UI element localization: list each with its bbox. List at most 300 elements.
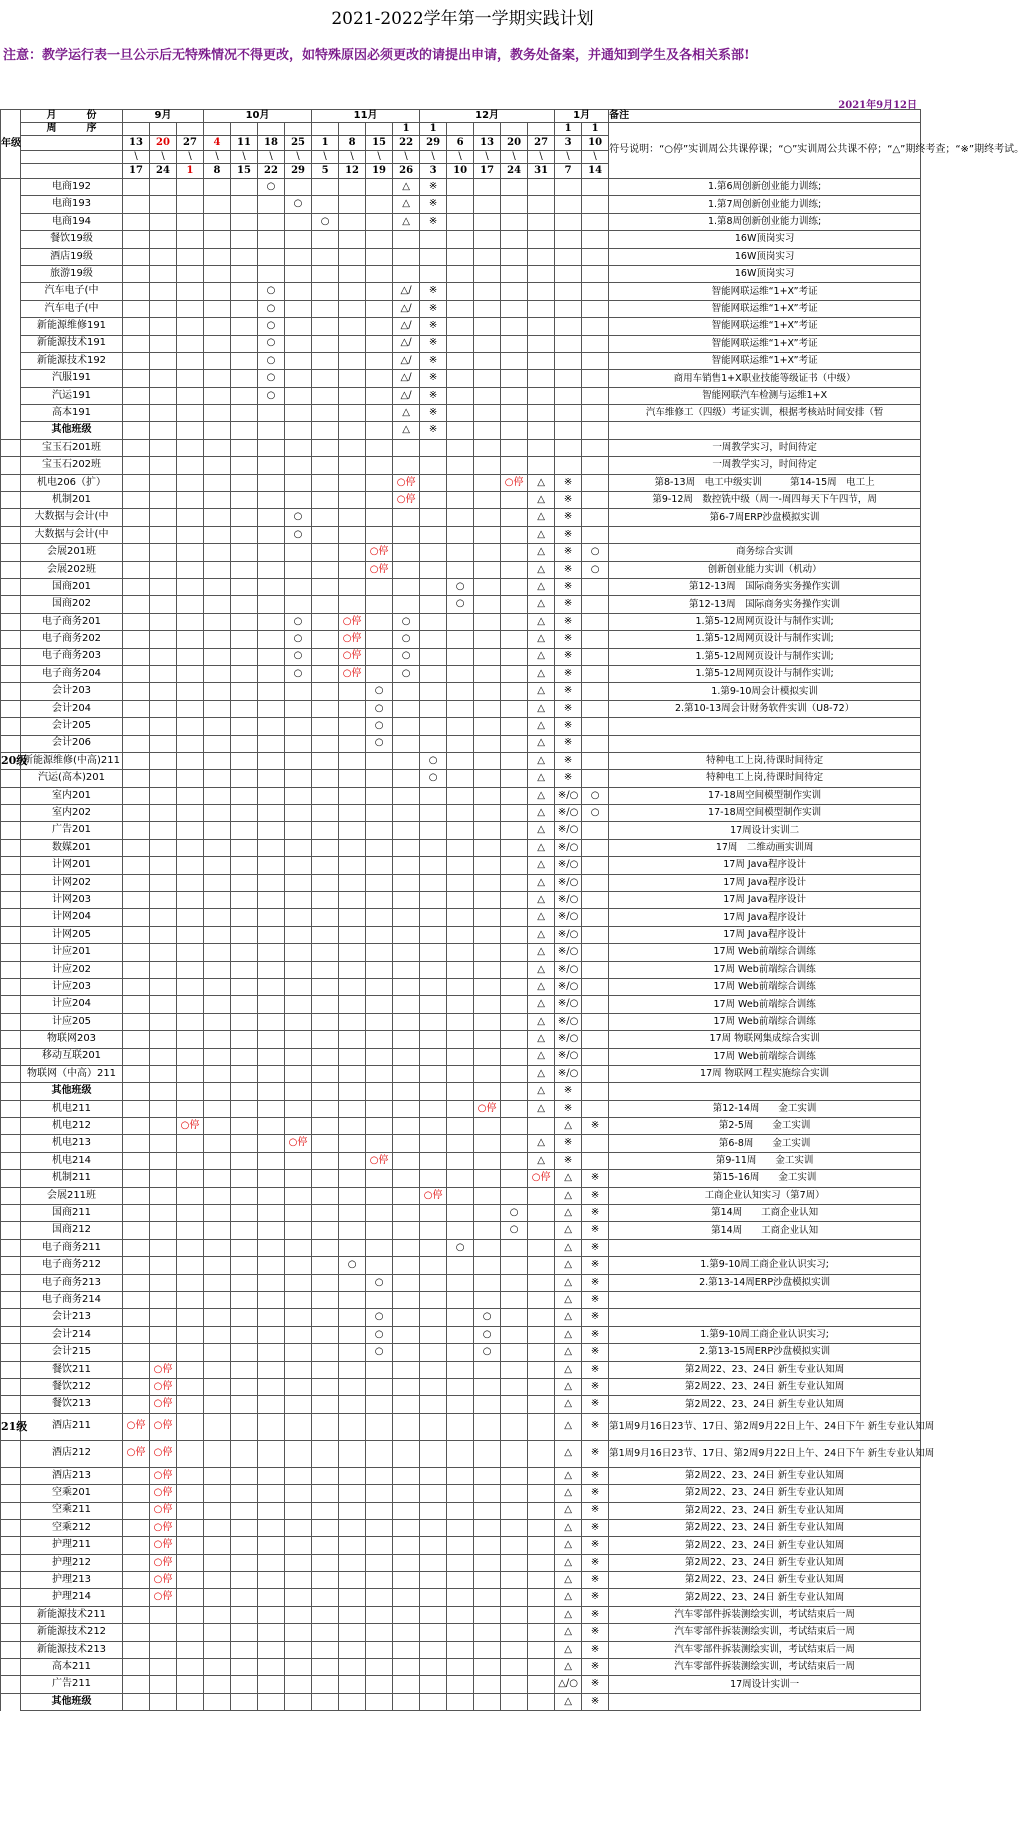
week-mark-cell <box>258 1013 285 1030</box>
week-mark-cell <box>528 1222 555 1239</box>
week-mark-cell <box>447 1554 474 1571</box>
week-mark-cell <box>258 926 285 943</box>
week-mark-cell <box>501 335 528 352</box>
week-mark-cell <box>447 544 474 561</box>
week-mark-cell <box>258 961 285 978</box>
week-mark-cell <box>501 978 528 995</box>
week-mark-cell <box>312 1676 339 1693</box>
week-mark-cell: ※ <box>582 1485 609 1502</box>
grade-cell <box>1 318 21 335</box>
week-mark-cell: ○停 <box>150 1502 177 1519</box>
week-mark-cell: ○ <box>393 613 420 630</box>
class-name-cell: 新能源技术191 <box>21 335 123 352</box>
class-name-cell: 餐饮213 <box>21 1396 123 1413</box>
week-mark-cell <box>231 1572 258 1589</box>
class-name-cell: 室内201 <box>21 787 123 804</box>
week-mark-cell <box>366 1440 393 1467</box>
week-mark-cell <box>177 1239 204 1256</box>
week-mark-cell <box>204 196 231 213</box>
week-mark-cell <box>420 839 447 856</box>
slash-cell: \ <box>366 151 393 164</box>
week-mark-cell <box>339 457 366 474</box>
week-mark-cell <box>177 300 204 317</box>
week-mark-cell <box>393 961 420 978</box>
week-mark-cell <box>393 1572 420 1589</box>
week-mark-cell <box>231 248 258 265</box>
week-mark-cell <box>528 1274 555 1291</box>
week-mark-cell <box>366 752 393 769</box>
week-mark-cell <box>528 405 555 422</box>
week-mark-cell <box>582 665 609 682</box>
week-mark-cell <box>339 1606 366 1623</box>
week-mark-cell <box>177 1048 204 1065</box>
table-row <box>1 892 921 909</box>
week-mark-cell <box>366 1606 393 1623</box>
week-mark-cell <box>177 1396 204 1413</box>
week-num-cell <box>447 123 474 136</box>
week-mark-cell <box>339 213 366 230</box>
week-mark-cell <box>420 1135 447 1152</box>
week-mark-cell <box>177 578 204 595</box>
week-mark-cell <box>501 405 528 422</box>
week-mark-cell <box>501 874 528 891</box>
week-mark-cell <box>150 1693 177 1710</box>
week-mark-cell <box>339 1413 366 1440</box>
week-mark-cell <box>474 1031 501 1048</box>
week-mark-cell <box>177 352 204 369</box>
remark-cell: 第2周22、23、24日 新生专业认知周 <box>609 1361 921 1378</box>
week-mark-cell <box>231 1205 258 1222</box>
table-row <box>1 1589 921 1606</box>
week-mark-cell: ○ <box>285 648 312 665</box>
week-mark-cell <box>123 961 150 978</box>
week-num-cell <box>204 123 231 136</box>
week-mark-cell <box>150 909 177 926</box>
table-row <box>1 596 921 613</box>
week-mark-cell <box>177 1440 204 1467</box>
week-mark-cell <box>285 961 312 978</box>
week-mark-cell <box>123 561 150 578</box>
remark-cell: 第2周22、23、24日 新生专业认知周 <box>609 1537 921 1554</box>
class-name-cell: 广告201 <box>21 822 123 839</box>
week-mark-cell: △ <box>555 1170 582 1187</box>
week-mark-cell <box>204 318 231 335</box>
class-name-cell: 会计215 <box>21 1344 123 1361</box>
grade-cell <box>1 561 21 578</box>
class-name-cell: 新能源技术213 <box>21 1641 123 1658</box>
week-mark-cell <box>177 926 204 943</box>
week-mark-cell <box>474 1641 501 1658</box>
week-mark-cell <box>555 370 582 387</box>
week-mark-cell <box>258 1239 285 1256</box>
week-mark-cell <box>258 996 285 1013</box>
remark-cell: 17周 Java程序设计 <box>609 892 921 909</box>
end-day-cell: 5 <box>312 164 339 179</box>
table-row <box>1 996 921 1013</box>
table-row <box>1 1239 921 1256</box>
week-mark-cell <box>501 596 528 613</box>
week-mark-cell <box>474 892 501 909</box>
remark-cell: 智能网联运维“1+X”考证 <box>609 352 921 369</box>
week-mark-cell <box>258 1135 285 1152</box>
week-mark-cell: ※ <box>420 405 447 422</box>
week-mark-cell <box>420 735 447 752</box>
week-mark-cell: ※/○ <box>555 787 582 804</box>
blank-cell <box>21 136 123 151</box>
week-mark-cell <box>501 457 528 474</box>
week-mark-cell: ○ <box>447 596 474 613</box>
class-name-cell: 宝玉石202班 <box>21 457 123 474</box>
week-mark-cell <box>366 1222 393 1239</box>
start-day-cell: 15 <box>366 136 393 151</box>
week-mark-cell <box>366 944 393 961</box>
week-mark-cell <box>420 526 447 543</box>
week-mark-cell: ※ <box>420 422 447 439</box>
week-mark-cell <box>285 1065 312 1082</box>
grade-cell <box>1 1152 21 1169</box>
week-mark-cell <box>123 1065 150 1082</box>
week-mark-cell <box>123 492 150 509</box>
class-name-cell: 护理211 <box>21 1537 123 1554</box>
end-day-cell: 19 <box>366 164 393 179</box>
week-mark-cell <box>177 526 204 543</box>
week-mark-cell <box>123 578 150 595</box>
week-mark-cell <box>231 300 258 317</box>
week-mark-cell <box>150 231 177 248</box>
week-mark-cell <box>258 1641 285 1658</box>
week-mark-cell <box>204 1502 231 1519</box>
table-row <box>1 179 921 196</box>
week-num-cell <box>123 123 150 136</box>
week-mark-cell <box>393 1187 420 1204</box>
class-name-cell: 其他班级 <box>21 1693 123 1710</box>
grade-cell <box>1 1361 21 1378</box>
week-mark-cell <box>204 805 231 822</box>
week-mark-cell <box>420 909 447 926</box>
week-mark-cell <box>204 1641 231 1658</box>
week-mark-cell <box>177 1572 204 1589</box>
week-mark-cell <box>204 1676 231 1693</box>
week-mark-cell <box>231 770 258 787</box>
week-mark-cell: ○ <box>366 700 393 717</box>
week-mark-cell <box>393 1031 420 1048</box>
week-mark-cell <box>420 1537 447 1554</box>
week-mark-cell <box>501 1013 528 1030</box>
week-mark-cell <box>231 631 258 648</box>
week-mark-cell <box>474 300 501 317</box>
week-mark-cell <box>474 492 501 509</box>
remark-cell: 1.第5-12周网页设计与制作实训; <box>609 665 921 682</box>
week-mark-cell <box>420 613 447 630</box>
week-mark-cell <box>447 735 474 752</box>
week-mark-cell <box>204 683 231 700</box>
week-mark-cell: ○ <box>366 1309 393 1326</box>
week-mark-cell <box>474 1589 501 1606</box>
week-mark-cell <box>285 578 312 595</box>
week-mark-cell <box>447 944 474 961</box>
week-mark-cell: ※/○ <box>555 1013 582 1030</box>
week-mark-cell <box>312 1344 339 1361</box>
week-mark-cell <box>231 1013 258 1030</box>
week-mark-cell: ※ <box>555 544 582 561</box>
week-mark-cell <box>501 318 528 335</box>
week-mark-cell <box>123 213 150 230</box>
week-mark-cell <box>150 457 177 474</box>
week-mark-cell <box>177 596 204 613</box>
class-name-cell: 电子商务212 <box>21 1257 123 1274</box>
week-mark-cell: ○停 <box>339 648 366 665</box>
week-mark-cell <box>447 1413 474 1440</box>
week-mark-cell <box>339 1624 366 1641</box>
start-day-cell: 4 <box>204 136 231 151</box>
week-mark-cell <box>258 822 285 839</box>
week-mark-cell: ○ <box>474 1344 501 1361</box>
week-mark-cell <box>150 596 177 613</box>
week-mark-cell: ○停 <box>366 544 393 561</box>
week-mark-cell <box>501 1361 528 1378</box>
week-mark-cell <box>366 1292 393 1309</box>
week-mark-cell <box>420 474 447 491</box>
week-mark-cell: ※ <box>555 770 582 787</box>
table-row <box>1 300 921 317</box>
week-mark-cell <box>150 387 177 404</box>
week-mark-cell: ○ <box>258 318 285 335</box>
week-mark-cell <box>501 770 528 787</box>
week-mark-cell <box>204 978 231 995</box>
week-mark-cell <box>582 926 609 943</box>
week-mark-cell <box>312 1467 339 1484</box>
week-mark-cell <box>339 1031 366 1048</box>
week-mark-cell <box>231 1440 258 1467</box>
week-mark-cell <box>339 1659 366 1676</box>
week-mark-cell <box>420 1378 447 1395</box>
week-mark-cell <box>393 1170 420 1187</box>
class-name-cell: 计应203 <box>21 978 123 995</box>
week-mark-cell <box>285 283 312 300</box>
week-mark-cell <box>501 857 528 874</box>
week-mark-cell <box>204 1440 231 1467</box>
grade-cell <box>1 1659 21 1676</box>
week-mark-cell <box>474 1274 501 1291</box>
week-num-cell <box>231 123 258 136</box>
month-cell: 1月 <box>555 110 609 123</box>
grade-cell <box>1 1396 21 1413</box>
week-mark-cell <box>312 1554 339 1571</box>
week-mark-cell: ※/○ <box>555 822 582 839</box>
week-mark-cell <box>123 1676 150 1693</box>
week-mark-cell <box>366 1048 393 1065</box>
week-mark-cell: ※ <box>582 1641 609 1658</box>
week-mark-cell <box>312 1641 339 1658</box>
week-mark-cell <box>393 909 420 926</box>
week-mark-cell <box>258 439 285 456</box>
week-mark-cell <box>231 318 258 335</box>
week-mark-cell <box>312 509 339 526</box>
week-mark-cell <box>474 787 501 804</box>
week-mark-cell <box>555 318 582 335</box>
week-mark-cell: △ <box>555 1257 582 1274</box>
week-mark-cell <box>204 892 231 909</box>
grade-cell <box>1 1065 21 1082</box>
week-mark-cell <box>231 1170 258 1187</box>
week-mark-cell <box>285 1361 312 1378</box>
week-mark-cell: ※ <box>582 1257 609 1274</box>
remark-cell: 第2周22、23、24日 新生专业认知周 <box>609 1589 921 1606</box>
week-mark-cell <box>177 1413 204 1440</box>
week-mark-cell: △/ <box>393 300 420 317</box>
table-row <box>1 1440 921 1467</box>
remark-cell: 1.第5-12周网页设计与制作实训; <box>609 631 921 648</box>
grade-cell <box>1 1537 21 1554</box>
table-row <box>1 770 921 787</box>
week-mark-cell <box>393 700 420 717</box>
week-mark-cell <box>447 422 474 439</box>
class-name-cell: 物联网203 <box>21 1031 123 1048</box>
grade-cell <box>1 578 21 595</box>
table-row <box>1 1554 921 1571</box>
week-mark-cell <box>420 874 447 891</box>
week-mark-cell <box>393 1413 420 1440</box>
week-mark-cell: △ <box>528 892 555 909</box>
class-name-cell: 电子商务213 <box>21 1274 123 1291</box>
week-mark-cell <box>123 1309 150 1326</box>
week-mark-cell <box>420 439 447 456</box>
week-mark-cell: ※ <box>555 561 582 578</box>
week-mark-cell <box>501 735 528 752</box>
week-mark-cell <box>231 1187 258 1204</box>
week-mark-cell <box>258 752 285 769</box>
remark-cell: 第2周22、23、24日 新生专业认知周 <box>609 1396 921 1413</box>
week-mark-cell: ○停 <box>177 1118 204 1135</box>
week-mark-cell <box>366 387 393 404</box>
week-mark-cell <box>312 752 339 769</box>
week-mark-cell <box>177 718 204 735</box>
week-mark-cell <box>447 1361 474 1378</box>
class-name-cell: 会展201班 <box>21 544 123 561</box>
grade-cell <box>1 857 21 874</box>
week-mark-cell <box>420 1292 447 1309</box>
week-mark-cell <box>339 1048 366 1065</box>
week-mark-cell <box>420 231 447 248</box>
week-mark-cell <box>393 1396 420 1413</box>
slash-cell: \ <box>204 151 231 164</box>
remark-header: 备注 <box>609 110 921 123</box>
week-mark-cell <box>447 1572 474 1589</box>
remark-cell: 17周 Java程序设计 <box>609 926 921 943</box>
week-mark-cell <box>528 1292 555 1309</box>
week-mark-cell <box>339 909 366 926</box>
class-name-cell: 餐饮212 <box>21 1378 123 1395</box>
week-mark-cell <box>474 335 501 352</box>
week-mark-cell <box>150 926 177 943</box>
week-mark-cell <box>177 196 204 213</box>
week-mark-cell <box>339 1676 366 1693</box>
week-mark-cell <box>582 578 609 595</box>
week-mark-cell <box>150 474 177 491</box>
remark-cell: 1.第9-10周会计模拟实训 <box>609 683 921 700</box>
week-mark-cell <box>447 996 474 1013</box>
week-mark-cell <box>501 1624 528 1641</box>
week-mark-cell <box>393 1344 420 1361</box>
class-name-cell: 其他班级 <box>21 1083 123 1100</box>
week-mark-cell <box>258 1361 285 1378</box>
week-mark-cell <box>528 1572 555 1589</box>
week-mark-cell <box>204 179 231 196</box>
grade-cell <box>1 822 21 839</box>
week-mark-cell: ○ <box>285 509 312 526</box>
week-mark-cell <box>231 892 258 909</box>
week-mark-cell <box>393 839 420 856</box>
week-mark-cell <box>528 196 555 213</box>
week-mark-cell <box>501 1118 528 1135</box>
week-mark-cell <box>339 405 366 422</box>
week-mark-cell <box>582 283 609 300</box>
week-mark-cell <box>582 1152 609 1169</box>
week-mark-cell <box>177 561 204 578</box>
table-row <box>1 1659 921 1676</box>
week-mark-cell <box>501 839 528 856</box>
week-mark-cell <box>231 839 258 856</box>
week-mark-cell <box>420 1396 447 1413</box>
week-mark-cell <box>231 787 258 804</box>
week-mark-cell <box>312 1502 339 1519</box>
week-mark-cell <box>177 700 204 717</box>
remark-cell: 汽车零部件拆装测绘实训，考试结束后一周 <box>609 1659 921 1676</box>
week-mark-cell <box>366 1065 393 1082</box>
week-mark-cell <box>177 457 204 474</box>
week-mark-cell <box>258 196 285 213</box>
week-mark-cell <box>258 874 285 891</box>
week-mark-cell <box>501 1537 528 1554</box>
week-mark-cell <box>447 1519 474 1536</box>
week-mark-cell <box>501 509 528 526</box>
remark-cell: 创新创业能力实训（机动） <box>609 561 921 578</box>
class-name-cell: 其他班级 <box>21 422 123 439</box>
week-mark-cell <box>366 248 393 265</box>
week-mark-cell <box>312 1589 339 1606</box>
week-mark-cell <box>285 1239 312 1256</box>
table-row <box>1 213 921 230</box>
week-mark-cell <box>366 578 393 595</box>
table-row <box>1 1572 921 1589</box>
week-mark-cell <box>528 1537 555 1554</box>
week-mark-cell <box>258 1537 285 1554</box>
week-mark-cell: △ <box>528 874 555 891</box>
table-row <box>1 978 921 995</box>
week-mark-cell <box>474 735 501 752</box>
week-mark-cell: ※ <box>582 1378 609 1395</box>
week-mark-cell: ○ <box>366 1274 393 1291</box>
table-row <box>1 196 921 213</box>
week-mark-cell <box>312 926 339 943</box>
week-mark-cell <box>366 300 393 317</box>
week-mark-cell <box>474 1502 501 1519</box>
table-row <box>1 1624 921 1641</box>
week-mark-cell <box>285 318 312 335</box>
class-name-cell: 计应204 <box>21 996 123 1013</box>
week-mark-cell: ※ <box>582 1344 609 1361</box>
week-mark-cell <box>501 1239 528 1256</box>
week-mark-cell <box>123 1589 150 1606</box>
week-mark-cell <box>501 1065 528 1082</box>
week-mark-cell <box>312 352 339 369</box>
week-mark-cell <box>312 1048 339 1065</box>
week-mark-cell <box>258 1292 285 1309</box>
week-mark-cell <box>123 735 150 752</box>
remark-cell: 智能网联运维“1+X”考证 <box>609 283 921 300</box>
remark-cell: 特种电工上岗,待课时间待定 <box>609 770 921 787</box>
week-mark-cell: ※ <box>582 1624 609 1641</box>
